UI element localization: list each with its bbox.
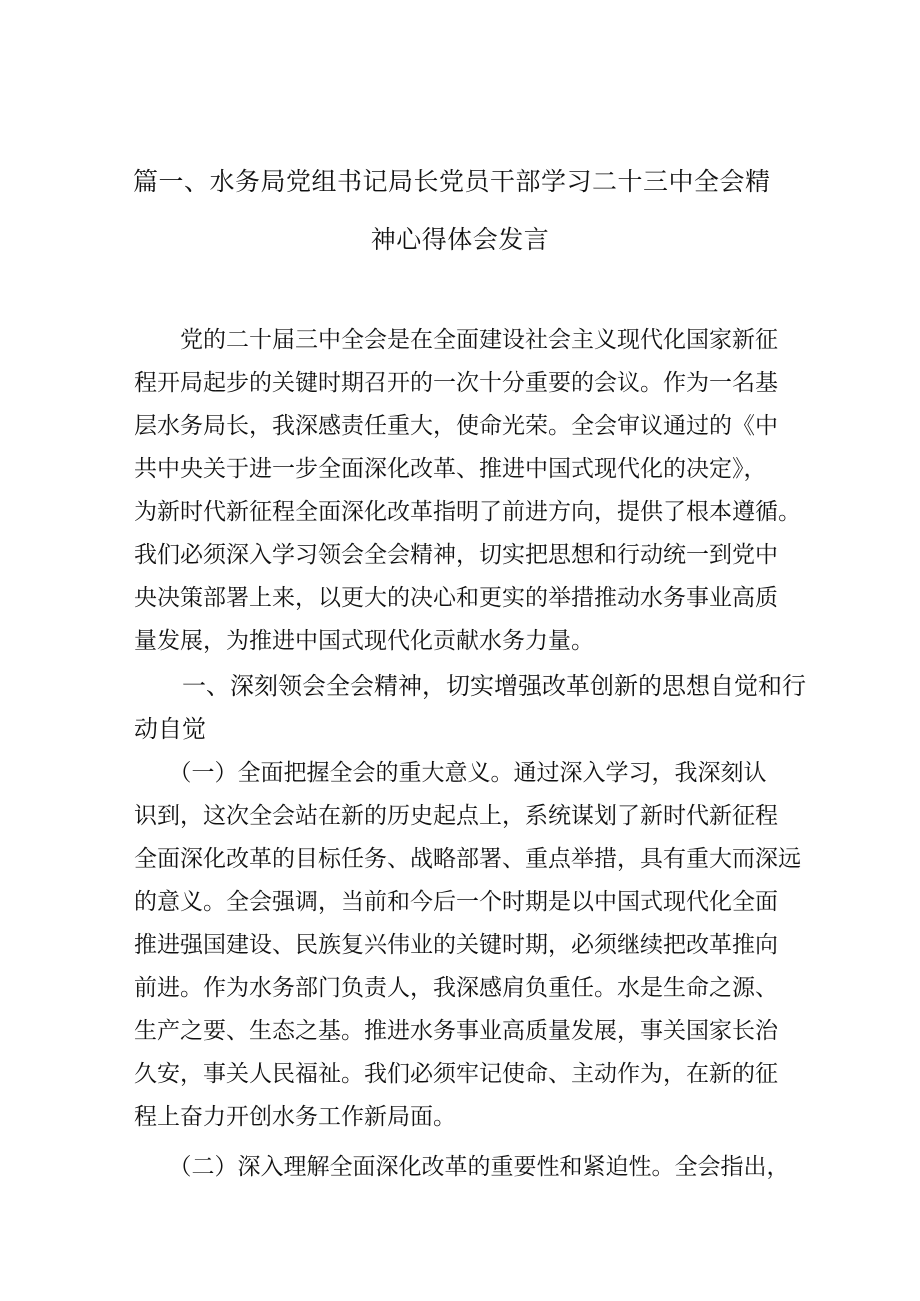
section-heading-line: 一、深刻领会全会精神，切实增强改革创新的思想自觉和行: [134, 672, 806, 700]
section-heading-line: 动自觉: [134, 715, 206, 743]
body-line: 的意义。全会强调，当前和今后一个时期是以中国式现代化全面: [134, 889, 778, 915]
body-line: 生产之要、生态之基。推进水务事业高质量发展，事关国家长治: [134, 1018, 778, 1044]
body-line: 识到，这次全会站在新的历史起点上，系统谋划了新时代新征程: [134, 803, 778, 829]
body-line: 我们必须深入学习领会全会精神，切实把思想和行动统一到党中: [134, 542, 778, 568]
body-line: 久安，事关人民福祉。我们必须牢记使命、主动作为，在新的征: [134, 1061, 778, 1087]
body-line: 层水务局长，我深感责任重大，使命光荣。全会审议通过的《中: [134, 413, 778, 439]
body-line: （一）全面把握全会的重大意义。通过深入学习，我深刻认: [134, 760, 767, 786]
body-line: 为新时代新征程全面深化改革指明了前进方向，提供了根本遵循。: [134, 499, 801, 525]
body-line: 推进强国建设、民族复兴伟业的关键时期，必须继续把改革推向: [134, 932, 778, 958]
body-line: 程上奋力开创水务工作新局面。: [134, 1104, 456, 1130]
body-line: 党的二十届三中全会是在全面建设社会主义现代化国家新征: [134, 327, 778, 353]
body-line: 前进。作为水务部门负责人，我深感肩负重任。水是生命之源、: [134, 975, 778, 1001]
body-line: 全面深化改革的目标任务、战略部署、重点举措，具有重大而深远: [134, 846, 801, 872]
body-line: （二）深入理解全面深化改革的重要性和紧迫性。全会指出，: [134, 1154, 790, 1180]
document-title-line-1: 篇一、水务局党组书记局长党员干部学习二十三中全会精: [133, 167, 771, 196]
body-line: 共中央关于进一步全面深化改革、推进中国式现代化的决定》，: [134, 456, 767, 482]
body-line: 央决策部署上来，以更大的决心和更实的举措推动水务事业高质: [134, 585, 778, 611]
body-line: 程开局起步的关键时期召开的一次十分重要的会议。作为一名基: [134, 370, 778, 396]
document-title-line-2: 神心得体会发言: [370, 225, 550, 254]
body-line: 量发展，为推进中国式现代化贡献水务力量。: [134, 628, 594, 654]
